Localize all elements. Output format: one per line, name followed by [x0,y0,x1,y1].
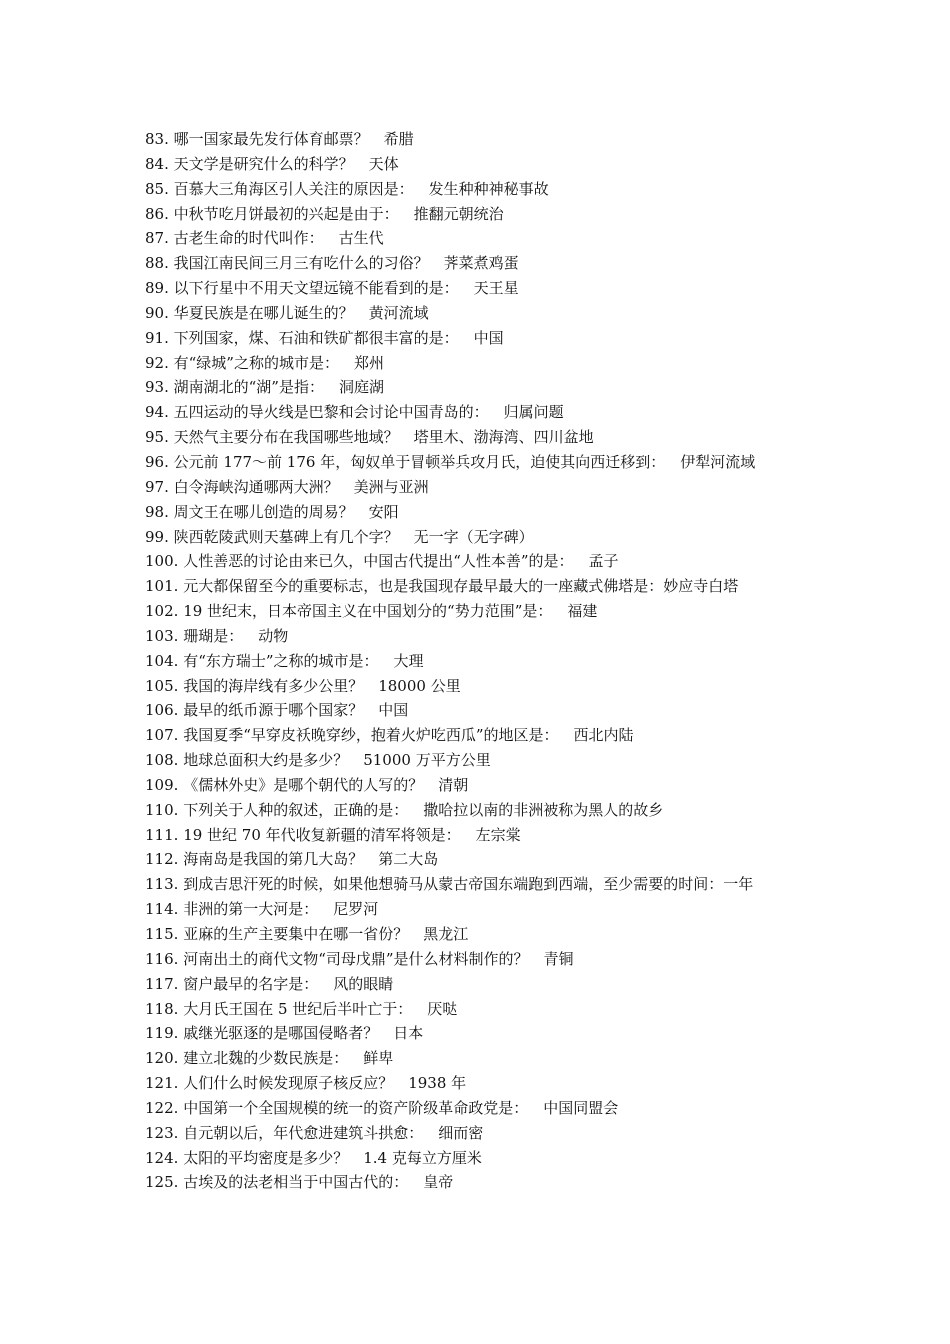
question-number: 85. [145,179,169,198]
qa-item [145,823,810,848]
qa-item [145,1146,810,1171]
question-text: 哪一国家最先发行体育邮票？ [173,130,369,148]
answer-text: 伊犁河流域 [680,452,756,471]
qa-item [145,1096,810,1121]
qa-item [145,500,810,525]
question-number: 88. [145,254,169,273]
answer-text: 第二大岛 [378,850,439,869]
qa-item [145,847,810,872]
qa-item [145,177,810,202]
answer-text: 风的眼睛 [333,974,394,993]
question-text: 五四运动的导火线是巴黎和会讨论中国青岛的： [173,403,489,422]
question-number: 101. [145,577,179,596]
qa-item [145,425,810,450]
question-number: 125. [145,1173,179,1192]
question-text: 建立北魏的少数民族是： [183,1049,349,1068]
question-text: 元大都保留至今的重要标志，也是我国现存最早最大的一座藏式佛塔是：妙应寺白塔 [183,577,739,596]
question-number: 108. [145,751,179,770]
answer-text: 归属问题 [503,403,564,422]
question-text: 下列国家，煤、石油和铁矿都很丰富的是： [173,328,459,347]
qa-item [145,1071,810,1096]
qa-item [145,624,810,649]
question-text: 人性善恶的讨论由来已久，中国古代提出“人性本善”的是： [183,552,574,571]
question-text: 周文王在哪儿创造的周易？ [173,502,354,521]
question-number: 89. [145,279,169,298]
qa-item [145,748,810,773]
answer-text: 黑龙江 [423,925,469,943]
answer-text: 中国同盟会 [543,1098,619,1117]
qa-item [145,773,810,798]
question-number: 110. [145,800,179,819]
answer-text: 福建 [567,602,598,621]
answer-text: 洞庭湖 [338,378,384,397]
question-number: 90. [145,303,169,322]
answer-text: 美洲与亚洲 [353,477,429,496]
question-text: 《儒林外史》是哪个朝代的人写的？ [183,775,424,794]
question-text: 中秋节吃月饼最初的兴起是由于： [173,204,399,223]
answer-text: 日本 [393,1024,424,1043]
question-text: 人们什么时候发现原子核反应？ [183,1074,394,1093]
answer-text: 希腊 [383,130,414,148]
question-text: 有“绿城”之称的城市是： [173,353,339,372]
question-number: 118. [145,999,179,1018]
qa-item [145,450,810,475]
question-number: 106. [145,701,179,720]
answer-text: 左宗棠 [475,825,521,844]
question-text: 以下行星中不用天文望远镜不能看到的是： [173,279,459,298]
question-number: 87. [145,229,169,248]
question-text: 中国第一个全国规模的统一的资产阶级革命政党是： [183,1098,529,1117]
qa-item [145,649,810,674]
question-text: 太阳的平均密度是多少？ [183,1148,349,1167]
question-text: 湖南湖北的“湖”是指： [173,378,324,397]
question-number: 112. [145,850,179,869]
qa-item [145,127,810,152]
qa-item [145,574,810,599]
question-number: 99. [145,527,169,546]
answer-text: 大理 [393,651,424,670]
question-number: 100. [145,552,179,571]
question-number: 113. [145,875,179,894]
answer-text: 鲜卑 [363,1049,394,1068]
question-text: 海南岛是我国的第几大岛？ [183,850,364,869]
question-text: 戚继光驱逐的是哪国侵略者？ [183,1024,379,1043]
qa-item [145,326,810,351]
question-text: 我国的海岸线有多少公里？ [183,676,364,695]
qa-item [145,947,810,972]
question-text: 到成吉思汗死的时候，如果他想骑马从蒙古帝国东端跑到西端，至少需要的时间：一年 [183,875,754,894]
question-text: 白令海峡沟通哪两大洲？ [173,477,339,496]
answer-text: 天王星 [473,279,519,298]
answer-text: 孟子 [588,552,619,571]
question-number: 102. [145,602,179,621]
question-number: 96. [145,452,169,471]
question-text: 古埃及的法老相当于中国古代的： [183,1173,409,1192]
qa-item [145,674,810,699]
answer-text: 推翻元朝统治 [413,204,504,223]
question-number: 122. [145,1098,179,1117]
question-text: 19 世纪 70 年代收复新疆的清军将领是： [183,825,461,844]
question-number: 120. [145,1049,179,1068]
question-text: 百慕大三角海区引人关注的原因是： [173,179,414,198]
qa-item [145,251,810,276]
answer-text: 中国 [378,701,409,720]
qa-item [145,1121,810,1146]
question-number: 92. [145,353,169,372]
qa-item [145,1046,810,1071]
answer-text: 古生代 [338,229,384,248]
answer-text: 尼罗河 [333,900,379,919]
qa-item [145,1021,810,1046]
qa-item [145,798,810,823]
question-text: 我国夏季“早穿皮袄晚穿纱，抱着火炉吃西瓜”的地区是： [183,726,559,745]
answer-text: 清朝 [438,775,469,794]
question-number: 84. [145,154,169,173]
qa-item [145,351,810,376]
question-text: 河南出土的商代文物“司母戊鼎”是什么材料制作的？ [183,949,529,968]
qa-item [145,400,810,425]
answer-text: 细而密 [438,1123,484,1142]
answer-text: 51000 万平方公里 [363,751,491,770]
qa-item [145,226,810,251]
question-number: 98. [145,502,169,521]
question-text: 华夏民族是在哪儿诞生的？ [173,303,354,322]
answer-text: 撒哈拉以南的非洲被称为黑人的故乡 [423,800,664,819]
question-text: 自元朝以后，年代愈进建筑斗拱愈： [183,1123,424,1142]
qa-list [145,127,810,1195]
qa-item [145,475,810,500]
question-number: 124. [145,1148,179,1167]
question-number: 117. [145,974,179,993]
question-number: 94. [145,403,169,422]
qa-item [145,152,810,177]
answer-text: 动物 [258,626,289,645]
question-text: 非洲的第一大河是： [183,900,319,919]
answer-text: 无一字（无字碑） [413,527,534,546]
qa-item [145,301,810,326]
qa-item [145,897,810,922]
qa-item [145,549,810,574]
qa-item [145,997,810,1022]
answer-text: 塔里木、渤海湾、四川盆地 [413,428,594,447]
question-number: 116. [145,949,179,968]
question-number: 114. [145,900,179,919]
qa-item [145,525,810,550]
question-number: 104. [145,651,179,670]
qa-item [145,276,810,301]
question-number: 119. [145,1024,179,1043]
question-number: 103. [145,626,179,645]
answer-text: 1.4 克每立方厘米 [363,1148,482,1167]
answer-text: 郑州 [353,353,384,372]
answer-text: 天体 [368,154,399,173]
answer-text: 西北内陆 [573,726,634,745]
answer-text: 皇帝 [423,1173,454,1192]
question-number: 115. [145,925,179,943]
question-text: 下列关于人种的叙述，正确的是： [183,800,409,819]
answer-text: 1938 年 [408,1074,467,1093]
answer-text: 发生种种神秘事故 [428,179,549,198]
question-text: 天然气主要分布在我国哪些地域？ [173,428,399,447]
question-number: 107. [145,726,179,745]
answer-text: 荠菜煮鸡蛋 [443,254,519,273]
qa-item [145,599,810,624]
qa-item [145,1170,810,1195]
answer-text: 中国 [473,328,504,347]
question-text: 有“东方瑞士”之称的城市是： [183,651,379,670]
question-text: 陕西乾陵武则天墓碑上有几个字？ [173,527,399,546]
answer-text: 黄河流域 [368,303,429,322]
answer-text: 安阳 [368,502,399,521]
question-text: 亚麻的生产主要集中在哪一省份？ [183,925,409,943]
question-number: 111. [145,825,179,844]
question-text: 大月氏王国在 5 世纪后半叶亡于： [183,999,413,1018]
question-text: 19 世纪末，日本帝国主义在中国划分的“势力范围”是： [183,602,553,621]
qa-item [145,375,810,400]
question-number: 83. [145,130,169,148]
answer-text: 青铜 [543,949,574,968]
qa-item [145,202,810,227]
answer-text: 18000 公里 [378,676,461,695]
qa-item [145,872,810,897]
question-number: 109. [145,775,179,794]
qa-item [145,922,810,947]
question-text: 窗户最早的名字是： [183,974,319,993]
qa-item [145,972,810,997]
answer-text: 厌哒 [427,999,458,1018]
question-text: 古老生命的时代叫作： [173,229,324,248]
question-number: 97. [145,477,169,496]
question-text: 最早的纸币源于哪个国家？ [183,701,364,720]
qa-item [145,698,810,723]
qa-item [145,723,810,748]
question-number: 123. [145,1123,179,1142]
question-number: 93. [145,378,169,397]
question-text: 公元前 177～前 176 年，匈奴单于冒顿举兵攻月氏，迫使其向西迁移到： [173,452,666,471]
question-number: 95. [145,428,169,447]
question-number: 86. [145,204,169,223]
question-text: 天文学是研究什么的科学？ [173,154,354,173]
question-number: 91. [145,328,169,347]
question-number: 121. [145,1074,179,1093]
question-text: 地球总面积大约是多少？ [183,751,349,770]
question-number: 105. [145,676,179,695]
question-text: 珊瑚是： [183,626,244,645]
question-text: 我国江南民间三月三有吃什么的习俗？ [173,254,429,273]
